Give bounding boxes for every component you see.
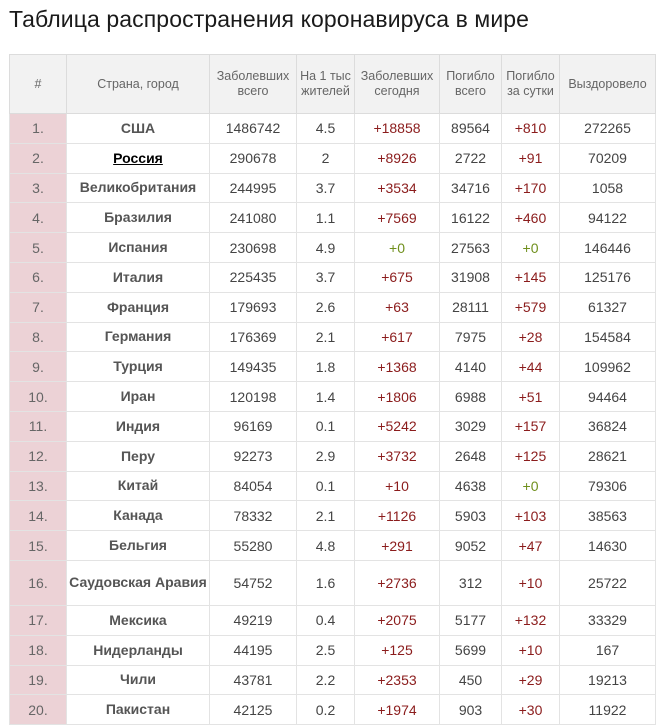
recovered-cell: 109962 <box>560 352 656 382</box>
today-cell: +10 <box>355 471 440 501</box>
table-row <box>10 143 656 173</box>
deaths-cell: 450 <box>440 665 502 695</box>
col-deaths-day-header[interactable]: Погибло за сутки <box>502 55 560 114</box>
total-cell: 225435 <box>210 262 297 292</box>
recovered-cell: 125176 <box>560 262 656 292</box>
deaths-day-cell: +103 <box>502 501 560 531</box>
today-cell: +1368 <box>355 352 440 382</box>
deaths-day-cell: +51 <box>502 382 560 412</box>
table-row <box>10 665 656 695</box>
total-cell: 1486742 <box>210 114 297 144</box>
country-cell: Индия <box>67 411 210 441</box>
recovered-cell: 94122 <box>560 203 656 233</box>
today-cell: +18858 <box>355 114 440 144</box>
rank-cell: 8. <box>10 322 67 352</box>
recovered-cell: 1058 <box>560 173 656 203</box>
recovered-cell: 154584 <box>560 322 656 352</box>
deaths-day-cell: +10 <box>502 635 560 665</box>
country-cell: Саудовская Аравия <box>67 560 210 605</box>
country-cell: Иран <box>67 382 210 412</box>
today-cell: +3732 <box>355 441 440 471</box>
deaths-day-cell: +44 <box>502 352 560 382</box>
per1k-cell: 2.5 <box>297 635 355 665</box>
per1k-cell: 3.7 <box>297 262 355 292</box>
col-country-header[interactable]: Страна, город <box>67 55 210 114</box>
country-cell: Канада <box>67 501 210 531</box>
deaths-cell: 903 <box>440 695 502 725</box>
per1k-cell: 0.4 <box>297 605 355 635</box>
total-cell: 149435 <box>210 352 297 382</box>
deaths-cell: 5903 <box>440 501 502 531</box>
deaths-cell: 4638 <box>440 471 502 501</box>
deaths-day-cell: +10 <box>502 560 560 605</box>
total-cell: 96169 <box>210 411 297 441</box>
rank-cell: 6. <box>10 262 67 292</box>
table-row <box>10 262 656 292</box>
table-row <box>10 471 656 501</box>
today-cell: +5242 <box>355 411 440 441</box>
rank-cell: 18. <box>10 635 67 665</box>
per1k-cell: 0.1 <box>297 471 355 501</box>
rank-cell: 7. <box>10 292 67 322</box>
deaths-day-cell: +460 <box>502 203 560 233</box>
deaths-day-cell: +29 <box>502 665 560 695</box>
table-row <box>10 695 656 725</box>
per1k-cell: 2 <box>297 143 355 173</box>
per1k-cell: 1.1 <box>297 203 355 233</box>
col-total-header[interactable]: Заболевших всего <box>210 55 297 114</box>
table-row <box>10 352 656 382</box>
recovered-cell: 94464 <box>560 382 656 412</box>
deaths-day-cell: +30 <box>502 695 560 725</box>
table-row <box>10 292 656 322</box>
deaths-cell: 9052 <box>440 531 502 561</box>
recovered-cell: 33329 <box>560 605 656 635</box>
recovered-cell: 11922 <box>560 695 656 725</box>
deaths-cell: 28111 <box>440 292 502 322</box>
country-cell: Бразилия <box>67 203 210 233</box>
deaths-cell: 6988 <box>440 382 502 412</box>
table-row <box>10 114 656 144</box>
deaths-day-cell: +28 <box>502 322 560 352</box>
recovered-cell: 70209 <box>560 143 656 173</box>
deaths-cell: 3029 <box>440 411 502 441</box>
today-cell: +125 <box>355 635 440 665</box>
today-cell: +7569 <box>355 203 440 233</box>
recovered-cell: 19213 <box>560 665 656 695</box>
country-cell: Нидерланды <box>67 635 210 665</box>
deaths-cell: 2722 <box>440 143 502 173</box>
deaths-cell: 2648 <box>440 441 502 471</box>
per1k-cell: 1.8 <box>297 352 355 382</box>
rank-cell: 1. <box>10 114 67 144</box>
rank-cell: 13. <box>10 471 67 501</box>
total-cell: 230698 <box>210 233 297 263</box>
deaths-day-cell: +145 <box>502 262 560 292</box>
per1k-cell: 2.9 <box>297 441 355 471</box>
recovered-cell: 38563 <box>560 501 656 531</box>
today-cell: +2353 <box>355 665 440 695</box>
deaths-day-cell: +579 <box>502 292 560 322</box>
table-row <box>10 501 656 531</box>
col-rank-header[interactable]: # <box>10 55 67 114</box>
table-row <box>10 322 656 352</box>
today-cell: +0 <box>355 233 440 263</box>
header-row <box>10 55 656 114</box>
total-cell: 244995 <box>210 173 297 203</box>
recovered-cell: 146446 <box>560 233 656 263</box>
table-row <box>10 635 656 665</box>
table-row <box>10 203 656 233</box>
col-recovered-header[interactable]: Выздоровело <box>560 55 656 114</box>
rank-cell: 17. <box>10 605 67 635</box>
table-row <box>10 173 656 203</box>
rank-cell: 2. <box>10 143 67 173</box>
per1k-cell: 4.9 <box>297 233 355 263</box>
country-cell: Мексика <box>67 605 210 635</box>
rank-cell: 14. <box>10 501 67 531</box>
deaths-cell: 4140 <box>440 352 502 382</box>
deaths-cell: 34716 <box>440 173 502 203</box>
country-cell: Испания <box>67 233 210 263</box>
deaths-day-cell: +91 <box>502 143 560 173</box>
today-cell: +1974 <box>355 695 440 725</box>
per1k-cell: 1.6 <box>297 560 355 605</box>
deaths-cell: 31908 <box>440 262 502 292</box>
per1k-cell: 4.8 <box>297 531 355 561</box>
rank-cell: 20. <box>10 695 67 725</box>
deaths-cell: 5699 <box>440 635 502 665</box>
total-cell: 43781 <box>210 665 297 695</box>
total-cell: 54752 <box>210 560 297 605</box>
today-cell: +291 <box>355 531 440 561</box>
per1k-cell: 2.6 <box>297 292 355 322</box>
table-row <box>10 441 656 471</box>
deaths-day-cell: +0 <box>502 471 560 501</box>
deaths-day-cell: +132 <box>502 605 560 635</box>
deaths-day-cell: +125 <box>502 441 560 471</box>
table-row <box>10 605 656 635</box>
per1k-cell: 2.2 <box>297 665 355 695</box>
deaths-day-cell: +170 <box>502 173 560 203</box>
today-cell: +2736 <box>355 560 440 605</box>
per1k-cell: 0.2 <box>297 695 355 725</box>
country-link[interactable]: Россия <box>67 143 210 173</box>
table-row <box>10 411 656 441</box>
rank-cell: 16. <box>10 560 67 605</box>
per1k-cell: 2.1 <box>297 322 355 352</box>
rank-cell: 19. <box>10 665 67 695</box>
per1k-cell: 0.1 <box>297 411 355 441</box>
deaths-cell: 27563 <box>440 233 502 263</box>
recovered-cell: 28621 <box>560 441 656 471</box>
col-deaths-header[interactable]: Погибло всего <box>440 55 502 114</box>
country-cell: Бельгия <box>67 531 210 561</box>
country-cell: Германия <box>67 322 210 352</box>
total-cell: 78332 <box>210 501 297 531</box>
table-row <box>10 233 656 263</box>
col-per1k-header[interactable]: На 1 тыс жителей <box>297 55 355 114</box>
recovered-cell: 61327 <box>560 292 656 322</box>
deaths-day-cell: +157 <box>502 411 560 441</box>
recovered-cell: 14630 <box>560 531 656 561</box>
total-cell: 176369 <box>210 322 297 352</box>
total-cell: 42125 <box>210 695 297 725</box>
total-cell: 84054 <box>210 471 297 501</box>
today-cell: +675 <box>355 262 440 292</box>
today-cell: +2075 <box>355 605 440 635</box>
recovered-cell: 272265 <box>560 114 656 144</box>
deaths-cell: 5177 <box>440 605 502 635</box>
total-cell: 179693 <box>210 292 297 322</box>
deaths-day-cell: +810 <box>502 114 560 144</box>
rank-cell: 9. <box>10 352 67 382</box>
per1k-cell: 1.4 <box>297 382 355 412</box>
per1k-cell: 3.7 <box>297 173 355 203</box>
rank-cell: 5. <box>10 233 67 263</box>
today-cell: +617 <box>355 322 440 352</box>
today-cell: +8926 <box>355 143 440 173</box>
rank-cell: 12. <box>10 441 67 471</box>
col-today-header[interactable]: Заболевших сегодня <box>355 55 440 114</box>
today-cell: +3534 <box>355 173 440 203</box>
rank-cell: 10. <box>10 382 67 412</box>
rank-cell: 3. <box>10 173 67 203</box>
country-cell: США <box>67 114 210 144</box>
recovered-cell: 79306 <box>560 471 656 501</box>
covid-table <box>9 54 656 725</box>
deaths-cell: 89564 <box>440 114 502 144</box>
country-cell: Франция <box>67 292 210 322</box>
total-cell: 55280 <box>210 531 297 561</box>
deaths-cell: 7975 <box>440 322 502 352</box>
country-cell: Турция <box>67 352 210 382</box>
table-row <box>10 382 656 412</box>
deaths-cell: 16122 <box>440 203 502 233</box>
country-cell: Чили <box>67 665 210 695</box>
recovered-cell: 25722 <box>560 560 656 605</box>
total-cell: 290678 <box>210 143 297 173</box>
total-cell: 241080 <box>210 203 297 233</box>
per1k-cell: 4.5 <box>297 114 355 144</box>
total-cell: 49219 <box>210 605 297 635</box>
page-title: Таблица распространения коронавируса в мире <box>9 6 530 32</box>
recovered-cell: 36824 <box>560 411 656 441</box>
rank-cell: 11. <box>10 411 67 441</box>
rank-cell: 4. <box>10 203 67 233</box>
rank-cell: 15. <box>10 531 67 561</box>
country-cell: Пакистан <box>67 695 210 725</box>
deaths-day-cell: +0 <box>502 233 560 263</box>
country-cell: Великобритания <box>67 173 210 203</box>
recovered-cell: 167 <box>560 635 656 665</box>
deaths-day-cell: +47 <box>502 531 560 561</box>
country-cell: Италия <box>67 262 210 292</box>
per1k-cell: 2.1 <box>297 501 355 531</box>
today-cell: +1126 <box>355 501 440 531</box>
today-cell: +1806 <box>355 382 440 412</box>
country-cell: Перу <box>67 441 210 471</box>
total-cell: 44195 <box>210 635 297 665</box>
total-cell: 120198 <box>210 382 297 412</box>
table-row <box>10 531 656 561</box>
total-cell: 92273 <box>210 441 297 471</box>
deaths-cell: 312 <box>440 560 502 605</box>
table-row <box>10 560 656 605</box>
country-cell: Китай <box>67 471 210 501</box>
today-cell: +63 <box>355 292 440 322</box>
